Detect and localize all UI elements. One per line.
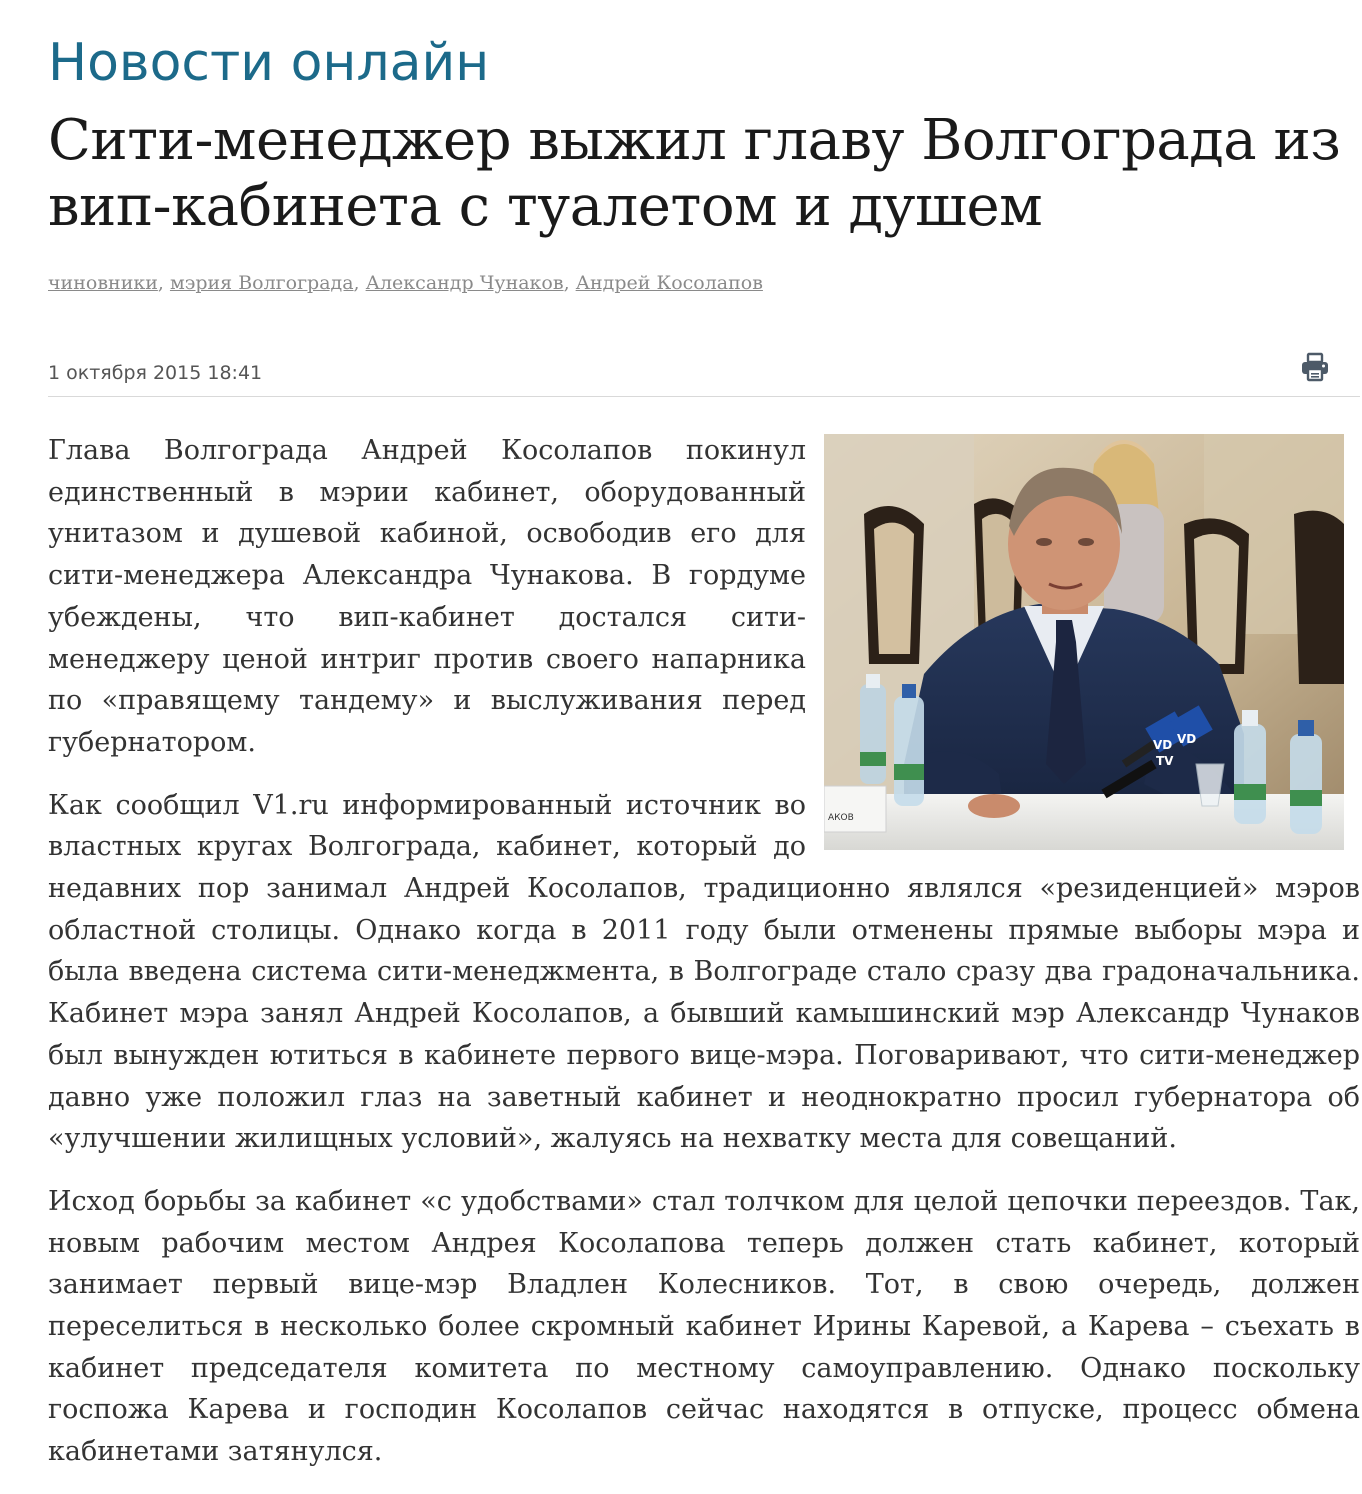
tag-link[interactable]: Александр Чунаков: [365, 272, 564, 294]
publish-date: 1 октября 2015 18:41: [48, 362, 263, 384]
article-paragraph: Глава Волгограда Андрей Косолапов покинул единственный в мэрии кабинет, оборудованный унитазом и душевой кабиной, освободив его для сити-менеджера Александра Чунакова. В гордуме убеждены, что вип-кабинет достался сити-менеджеру ценой интриг против своего напарника по «правящему тандему» и выслуживания перед губернатором.: [48, 435, 806, 758]
microphone-label: VD: [1153, 738, 1173, 752]
article-paragraph: Как сообщил V1.ru информированный источник во властных кругах Волгограда, кабинет, который до недавних пор занимал Андрей Косолапов, традиционно являлся «резиденцией» мэров областной столицы. Однако когда в 2011 году были отменены прямые выборы мэра и была введена система сити-менеджмента, в Волгограде стало сразу два градоначальника. Кабинет мэра занял Андрей Косолапов, а бывший камышинский мэр Александр Чунаков был вынужден ютиться в кабинете первого вице-мэра. Поговаривают, что сити-менеджер давно уже положил глаз на заветный кабинет и неоднократно просил губернатора об «улучшении жилищных условий», жалуясь на нехватку места для совещаний.: [48, 789, 1360, 1155]
article-photo[interactable]: [824, 434, 1344, 850]
printer-icon[interactable]: [1300, 352, 1330, 382]
tag-list: [48, 272, 763, 294]
tag-link[interactable]: чиновники: [48, 272, 158, 294]
article-meta: [48, 352, 1360, 397]
tag-link[interactable]: Андрей Косолапов: [575, 272, 763, 294]
article-body: [48, 430, 1360, 1494]
section-title[interactable]: Новости онлайн: [48, 33, 490, 93]
microphone-label: TV: [1156, 754, 1174, 768]
tag-link[interactable]: мэрия Волгограда: [169, 272, 354, 294]
nameplate-text: АКОВ: [828, 813, 854, 823]
article-paragraph: Исход борьбы за кабинет «с удобствами» стал толчком для целой цепочки переездов. Так, новым рабочим местом Андрея Косолапова теперь должен стать кабинет, который занимает первый вице-мэр Владлен Колесников. Тот, в свою очередь, должен переселиться в несколько более скромный кабинет Ирины Каревой, а Карева – съехать в кабинет председателя комитета по местному самоуправлению. Однако поскольку госпожа Карева и господин Косолапов сейчас находятся в отпуске, процесс обмена кабинетами затянулся.: [48, 1185, 1360, 1468]
tag-separator: ,: [157, 272, 164, 294]
microphone-label: VD: [1177, 732, 1197, 746]
tag-separator: ,: [353, 272, 360, 294]
article-headline: Сити-менеджер выжил главу Волгограда из вип-кабинета с туалетом и душем: [48, 108, 1341, 239]
tag-separator: ,: [563, 272, 570, 294]
